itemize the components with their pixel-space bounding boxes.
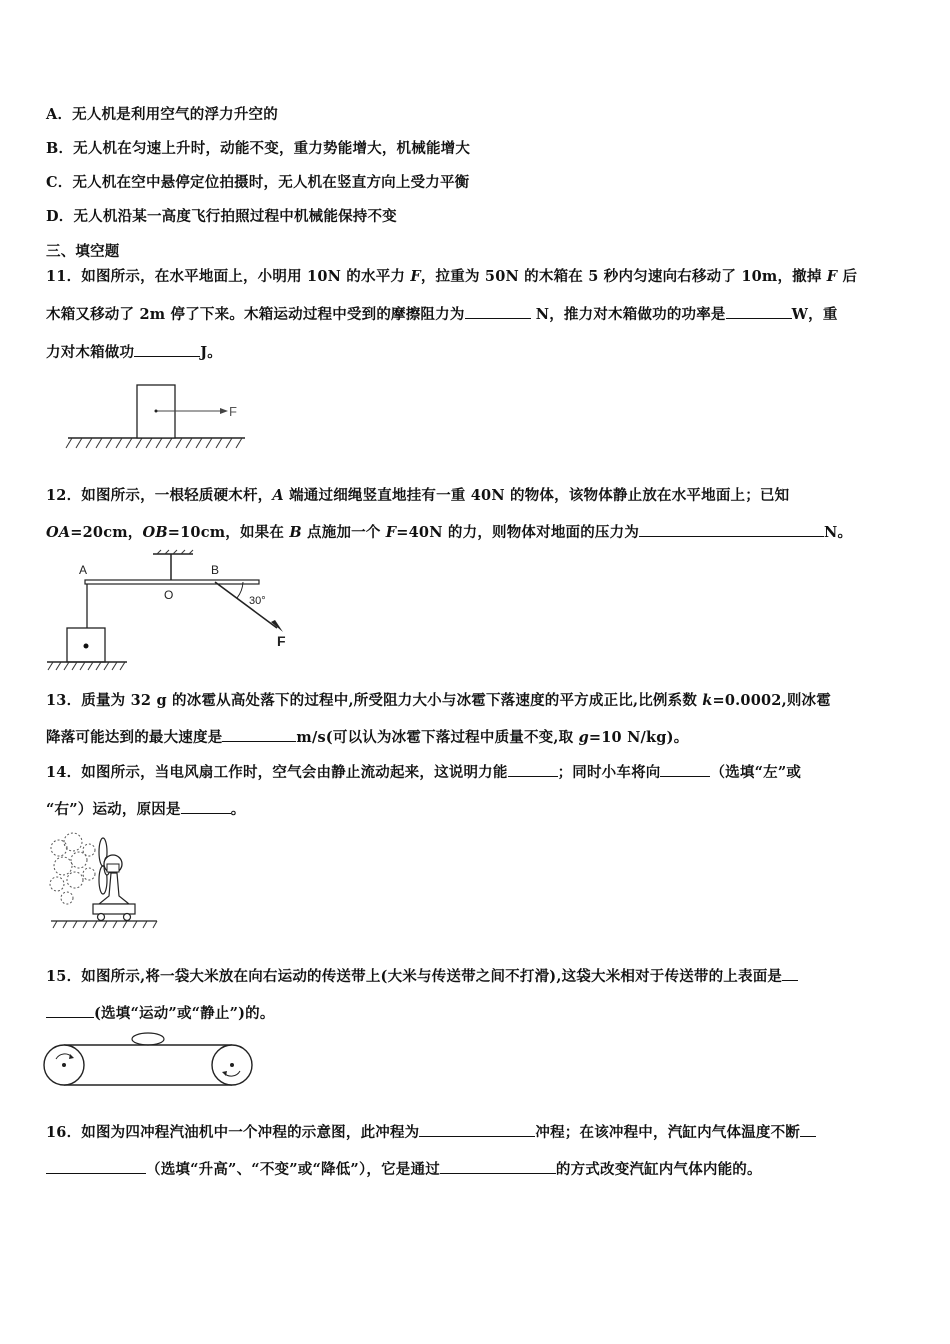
q12-fig-f: F	[277, 633, 286, 649]
q15-line-2: (选填“运动”或“静止”)的。	[46, 1002, 275, 1023]
q12-blank-1[interactable]	[639, 523, 824, 537]
q12-fig-angle: 30°	[249, 595, 266, 607]
q16-blank-2b[interactable]	[46, 1160, 146, 1174]
q15-blank-1a[interactable]	[782, 967, 798, 981]
q14-line-1: 14．如图所示，当电风扇工作时，空气会由静止流动起来，这说明力能 ；同时小车将向 （选填“左”或	[46, 764, 802, 781]
q12-fig-b: B	[211, 563, 220, 577]
q14-figure	[45, 828, 165, 933]
q14-blank-2[interactable]	[660, 763, 710, 777]
q13-line-2: 降落可能达到的最大速度是 m/s(可以认为冰雹下落过程中质量不变,取 g=10 N/kg)。	[46, 729, 689, 746]
q12-line-2: OA=20cm，OB=10cm，如果在 B 点施加一个 F=40N 的力，则物体对地面的压力为 N。	[46, 524, 853, 541]
q16-blank-3[interactable]	[440, 1160, 556, 1174]
q11-line-1: 11．如图所示，在水平地面上，小明用 10N 的水平力 F，拉重为 50N 的木箱在 5 秒内匀速向右移动了 10m，撤掉 F 后	[46, 268, 858, 285]
q15-line-1: 15．如图所示,将一袋大米放在向右运动的传送带上(大米与传送带之间不打滑),这袋大米相对于传送带的上表面是	[46, 965, 798, 986]
option-a: A．无人机是利用空气的浮力升空的	[46, 106, 278, 123]
q11-blank-3[interactable]	[134, 343, 200, 357]
q12-fig-o: O	[164, 588, 174, 602]
q14-blank-3[interactable]	[181, 800, 231, 814]
q16-blank-1[interactable]	[419, 1123, 535, 1137]
option-d: D．无人机沿某一高度飞行拍照过程中机械能保持不变	[46, 208, 397, 225]
q12-figure	[45, 550, 305, 675]
q16-line-1: 16．如图为四冲程汽油机中一个冲程的示意图，此冲程为 冲程；在该冲程中，汽缸内气体温度不断	[46, 1121, 816, 1142]
q11-blank-1[interactable]	[465, 305, 531, 319]
q11-fig-label: F	[229, 404, 237, 419]
q15-figure	[44, 1030, 254, 1090]
q13-blank-1[interactable]	[222, 728, 296, 742]
section-title: 三、填空题	[46, 243, 120, 260]
q12-line-1: 12．如图所示，一根轻质硬木杆，A 端通过细绳竖直地挂有一重 40N 的物体，该物体静止放在水平地面上；已知	[46, 487, 790, 504]
q16-blank-2a[interactable]	[800, 1123, 816, 1137]
q16-line-2: （选填“升高”、“不变”或“降低”），它是通过 的方式改变汽缸内气体内能的。	[46, 1158, 762, 1179]
q12-fig-a: A	[79, 563, 88, 577]
option-b: B．无人机在匀速上升时，动能不变，重力势能增大，机械能增大	[46, 140, 471, 157]
q11-line-3: 力对木箱做功 J。	[46, 344, 222, 361]
option-c: C．无人机在空中悬停定位拍摄时，无人机在竖直方向上受力平衡	[46, 174, 470, 191]
q14-line-2: “右”）运动，原因是 。	[46, 801, 246, 818]
q15-blank-1b[interactable]	[46, 1004, 94, 1018]
q13-line-1: 13．质量为 32 g 的冰雹从高处落下的过程中,所受阻力大小与冰雹下落速度的平方成正比,比例系数 k=0.0002,则冰雹	[46, 692, 831, 709]
q14-blank-1[interactable]	[508, 763, 558, 777]
q11-blank-2[interactable]	[726, 305, 792, 319]
q11-line-2: 木箱又移动了 2m 停了下来。木箱运动过程中受到的摩擦阻力为 N，推力对木箱做功的功率是 W，重	[46, 306, 838, 323]
q11-figure	[60, 380, 250, 455]
